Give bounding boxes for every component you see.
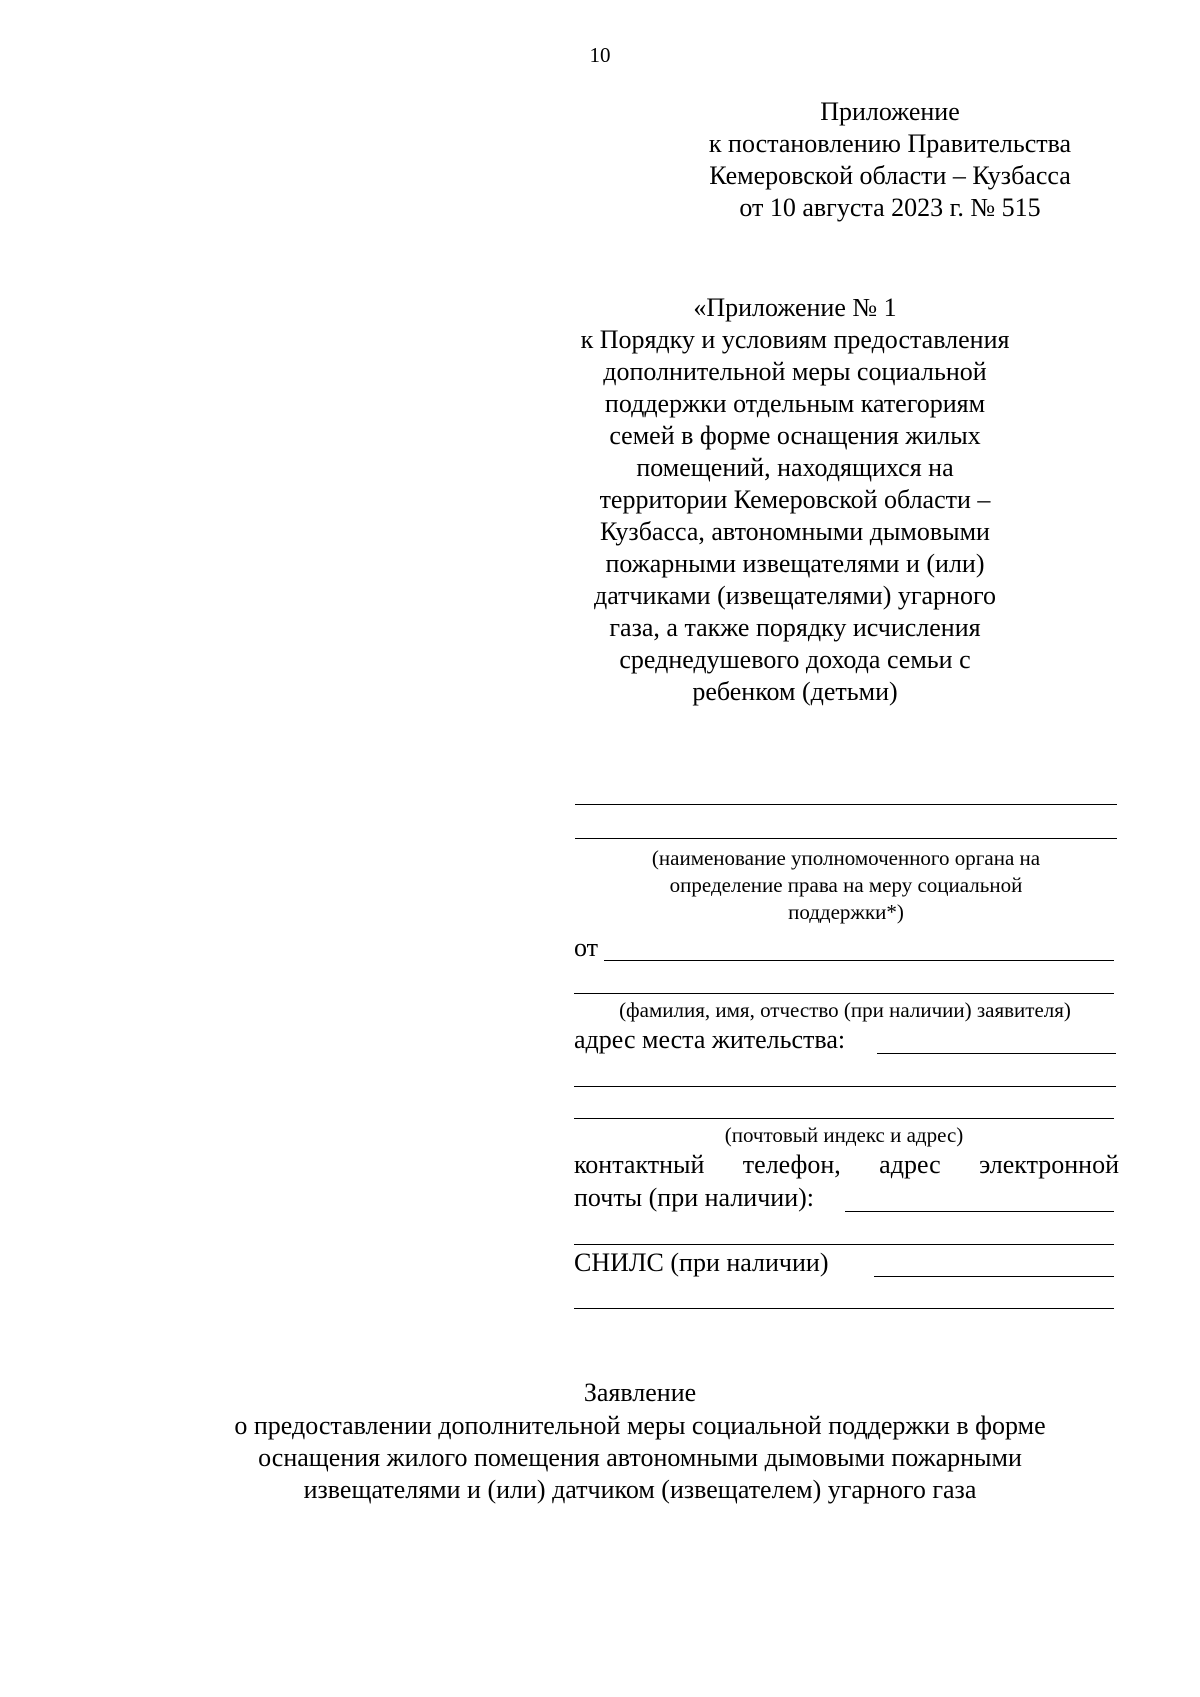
page-number: 10 bbox=[589, 43, 611, 67]
annex-block bbox=[565, 292, 1025, 708]
annex-line: помещений, находящихся на bbox=[636, 453, 954, 482]
from-label: от bbox=[574, 933, 599, 962]
address-line[interactable] bbox=[877, 1053, 1116, 1054]
statement-line: оснащения жилого помещения автономными дымовыми пожарными bbox=[258, 1443, 1022, 1472]
annex-line: Кузбасса, автономными дымовыми bbox=[600, 517, 990, 546]
annex-line: газа, а также порядку исчисления bbox=[609, 613, 981, 642]
statement-line: о предоставлении дополнительной меры социальной поддержки в форме bbox=[234, 1411, 1046, 1440]
authority-name-line[interactable] bbox=[575, 804, 1117, 805]
snils-line[interactable] bbox=[574, 1308, 1114, 1309]
address-label: адрес места жительства: bbox=[574, 1025, 846, 1054]
annex-line: датчиками (извещателями) угарного bbox=[594, 581, 996, 610]
annex-line: ребенком (детьми) bbox=[692, 677, 898, 706]
approval-line: от 10 августа 2023 г. № 515 bbox=[739, 193, 1041, 222]
authority-caption-line: (наименование уполномоченного органа на bbox=[651, 846, 1041, 870]
applicant-name-line[interactable] bbox=[604, 960, 1114, 961]
annex-line: территории Кемеровской области – bbox=[599, 485, 991, 514]
address-line[interactable] bbox=[574, 1086, 1116, 1087]
authority-name-line[interactable] bbox=[575, 838, 1117, 839]
applicant-caption: (фамилия, имя, отчество (при наличии) заявителя) bbox=[619, 998, 1071, 1022]
contact-line[interactable] bbox=[845, 1211, 1114, 1212]
snils-label: СНИЛС (при наличии) bbox=[574, 1248, 829, 1277]
contact-label: контактный телефон, адрес электронной bbox=[574, 1150, 1119, 1179]
snils-line[interactable] bbox=[874, 1276, 1114, 1277]
annex-line: «Приложение № 1 bbox=[693, 293, 897, 322]
statement-line: извещателями и (или) датчиком (извещателем) угарного газа bbox=[303, 1475, 977, 1504]
applicant-name-line[interactable] bbox=[574, 993, 1114, 994]
approval-block bbox=[650, 96, 1130, 224]
postal-caption: (почтовый индекс и адрес) bbox=[724, 1123, 964, 1147]
statement-title: Заявление bbox=[583, 1378, 697, 1407]
annex-line: к Порядку и условиям предоставления bbox=[580, 325, 1010, 354]
authority-caption-line: определение права на меру социальной bbox=[669, 873, 1023, 897]
contact-label-continued: почты (при наличии): bbox=[574, 1183, 814, 1212]
annex-line: пожарными извещателями и (или) bbox=[605, 549, 985, 578]
annex-line: дополнительной меры социальной bbox=[603, 357, 987, 386]
address-line[interactable] bbox=[574, 1118, 1114, 1119]
authority-caption-line: поддержки*) bbox=[788, 900, 904, 924]
approval-line: к постановлению Правительства bbox=[708, 129, 1072, 158]
annex-line: поддержки отдельным категориям bbox=[604, 389, 986, 418]
annex-line: семей в форме оснащения жилых bbox=[609, 421, 981, 450]
annex-line: среднедушевого дохода семьи с bbox=[619, 645, 971, 674]
approval-line: Приложение bbox=[820, 97, 960, 126]
statement-subtitle bbox=[100, 1410, 1180, 1506]
approval-line: Кемеровской области – Кузбасса bbox=[709, 161, 1071, 190]
authority-caption bbox=[575, 845, 1117, 926]
contact-line[interactable] bbox=[574, 1244, 1114, 1245]
